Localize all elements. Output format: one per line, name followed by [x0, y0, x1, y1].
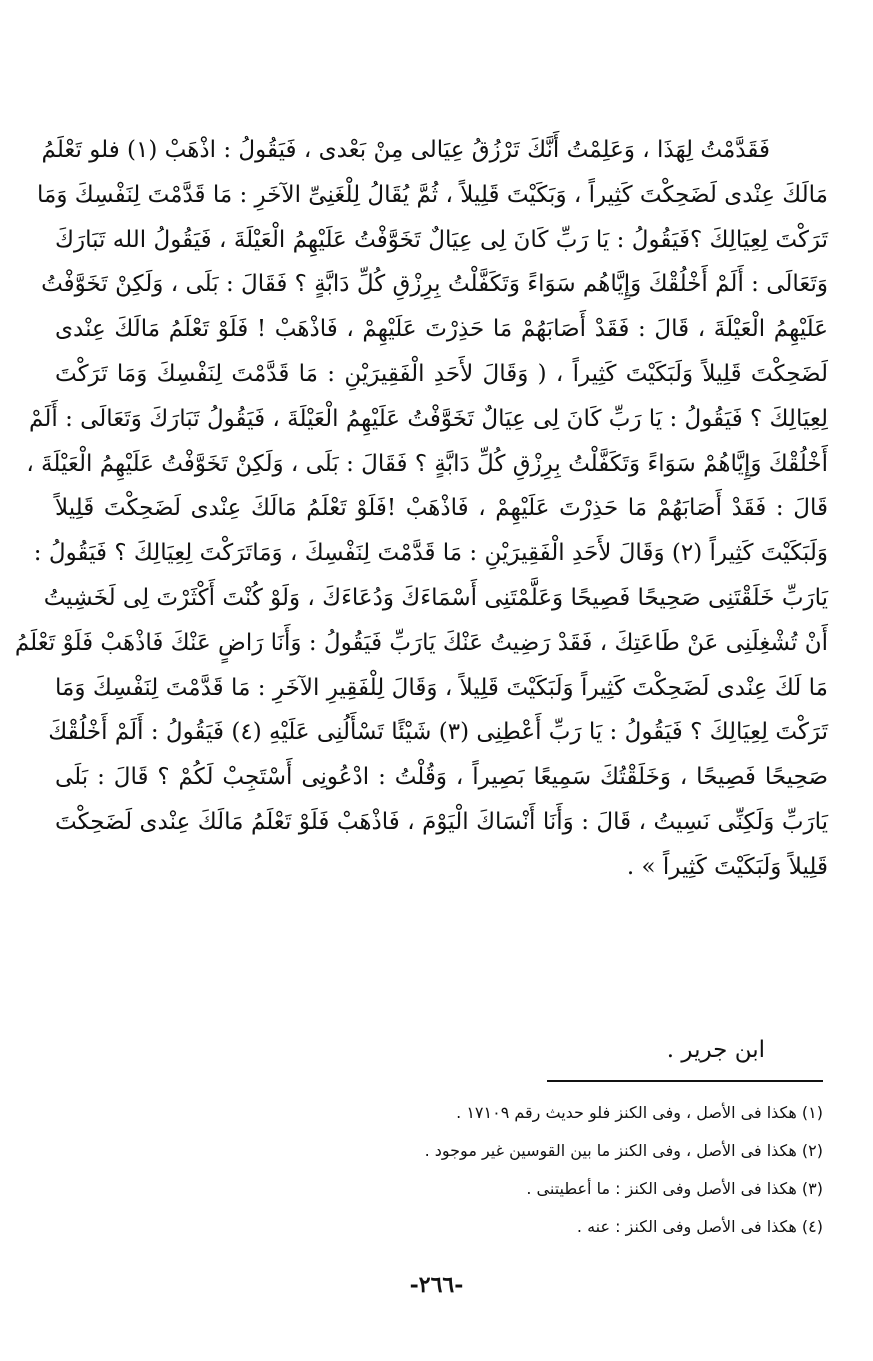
text-line-1: فَقَدَّمْتُ لِهَذَا ، وَعَلِمْتُ أَنَّكَ تَرْزُقُ عِيَالى مِنْ بَعْدى ، فَيَقُولُ : اذْهَبْ (١) فلو تَعْلَمُ [41, 137, 770, 163]
text-line-15: صَحِيحًا فَصِيحًا ، وَخَلَقْتُكَ سَمِيعًا بَصِيراً ، وَقُلْتُ : ادْعُونِى أَسْتَجِبْ لَكُمْ ؟ قَالَ : بَلَى [55, 764, 828, 791]
text-line-7: لِعِيَالِكَ ؟ فَيَقُولُ : يَا رَبِّ كَانَ لِى عِيَالٌ تَخَوَّفْتُ عَلَيْهِمُ الْعَيْلَةَ ، فَيَقُولُ تَبَارَكَ وَتَعَالَى : أَلَمْ [29, 405, 828, 432]
footnote-2: (٢) هكذا فى الأصل ، وفى الكنز ما بين القوسين غير موجود . [424, 1141, 823, 1160]
text-line-12: أَنْ تُشْغِلَنِى عَنْ طَاعَتِكَ ، فَقَدْ رَضِيتُ عَنْكَ يَارَبِّ فَيَقُولُ : وَأَنَا رَاضٍ عَنْكَ فَاذْهَبْ فَلَوْ تَعْلَمُ [14, 629, 828, 656]
text-line-3: تَرَكْتَ لِعِيَالِكَ ؟فَيَقُولُ : يَا رَبِّ كَانَ لِى عِيَالٌ تَخَوَّفْتُ عَلَيْهِمُ الْعَيْلَةَ ، فَيَقُولُ الله تَبَارَكَ [55, 226, 828, 253]
text-line-5: عَلَيْهِمُ الْعَيْلَةَ ، قَالَ : فَقَدْ أَصَابَهُمْ مَا حَذِرْتَ عَلَيْهِمْ ، فَاذْهَبْ ! فَلَوْ تَعْلَمُ مَالَكَ عِنْدى [55, 316, 828, 343]
text-line-11: يَارَبِّ خَلَقْتَنِى صَحِيحًا فَصِيحًا وَعَلَّمْتَنِى أَسْمَاءَكَ وَدُعَاءَكَ ، وَلَوْ كُنْتَ أَكْثَرْتَ لِى لَخَشِيتُ [43, 584, 828, 611]
footnotes-block [300, 1094, 823, 1246]
text-line-4: وَتَعَالَى : أَلَمْ أَخْلُقْكَ وَإِيَّاهُم سَوَاءً وَتَكَفَّلْتُ بِرِزْقِ كُلِّ دَابَّةٍ ؟ فَقَالَ : بَلَى ، وَلَكِنْ تَخَوَّفْتُ [41, 271, 828, 298]
text-line-10: وَلَبَكَيْتَ كَثِيراً (٢) وَقَالَ لأَحَدِ الْفَقِيرَيْنِ : مَا قَدَّمْتَ لِنَفْسِكَ ، وَمَاتَرَكْتَ لِعِيَالِكَ ؟ فَيَقُولُ : [33, 540, 828, 567]
footnote-3: (٣) هكذا فى الأصل وفى الكنز : ما أعطيتنى . [526, 1179, 823, 1198]
text-line-6: لَضَحِكْتَ قَلِيلاً وَلَبَكَيْتَ كَثِيراً ، ( وَقَالَ لأَحَدِ الْفَقِيرَيْنِ : مَا قَدَّمْتَ لِنَفْسِكَ وَمَا تَرَكْتَ [55, 360, 828, 387]
attribution-signature: ابن جرير . [666, 1037, 765, 1063]
main-text-block [14, 128, 828, 1072]
text-line-13: مَا لَكَ عِنْدى لَضَحِكْتَ كَثِيراً وَلَبَكَيْتَ قَلِيلاً ، وَقَالَ لِلْفَقِيرِ الآخَرِ : مَا قَدَّمْتَ لِنَفْسِكَ وَمَا [55, 674, 828, 701]
text-line-14: تَرَكْتَ لِعِيَالِكَ ؟ فَيَقُولُ : يَا رَبِّ أَعْطِنِى (٣) شَيْئًا تَسْأَلُنِى عَلَيْهِ (٤) فَيَقُولُ : أَلَمْ أَخْلُقْكَ [48, 719, 828, 746]
text-line-2: مَالَكَ عِنْدى لَضَحِكْتَ كَثِيراً ، وَبَكَيْتَ قَلِيلاً ، ثُمَّ يُقَالُ لِلْغَنِىِّ الآخَرِ : مَا قَدَّمْتَ لِنَفْسِكَ وَمَا [37, 181, 828, 208]
footnote-divider [547, 1080, 823, 1082]
page-number: -٢٦٦- [409, 1272, 464, 1298]
text-line-17: قَلِيلاً وَلَبَكَيْتَ كَثِيراً » . [626, 853, 828, 880]
footnote-4: (٤) هكذا فى الأصل وفى الكنز : عنه . [576, 1217, 823, 1236]
text-line-8: أَخْلُقْكَ وَإِيَّاهُمْ سَوَاءً وَتَكَفَّلْتُ بِرِزْقِ كُلِّ دَابَّةٍ ؟ فَقَالَ : بَلَى ، وَلَكِنْ تَخَوَّفْتُ عَلَيْهِمُ الْعَيْلَةَ ، [26, 450, 828, 477]
footnote-1: (١) هكذا فى الأصل ، وفى الكنز فلو حديث رقم ١٧١٠٩ . [456, 1103, 823, 1122]
text-line-9: قَالَ : فَقَدْ أَصَابَهُمْ مَا حَذِرْتَ عَلَيْهِمْ ، فَاذْهَبْ !فَلَوْ تَعْلَمُ مَالَكَ عِنْدى لَضَحِكْتَ قَلِيلاً [55, 495, 828, 522]
text-line-16: يَارَبِّ وَلَكِنِّى نَسِيتُ ، قَالَ : وَأَنَا أَنْسَاكَ الْيَوْمَ ، فَاذْهَبْ فَلَوْ تَعْلَمُ مَالَكَ عِنْدى لَضَحِكْتَ [55, 808, 828, 835]
